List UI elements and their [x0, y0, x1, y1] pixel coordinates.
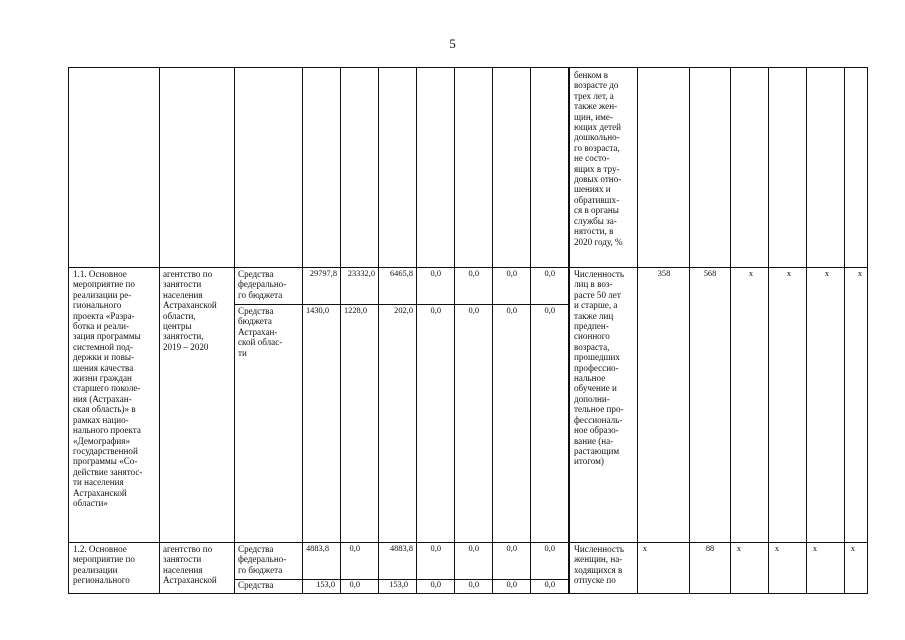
funding-value: 0,0	[544, 306, 555, 315]
funding-source: Средства федерально- го бюджета	[238, 544, 287, 575]
indicator-value: x	[812, 544, 818, 553]
funding-value: 0,0	[468, 306, 479, 315]
measure-name: 1.1. Основное мероприятие по реализации ре- гионального проекта «Разра- ботка и реали- зация программы системной под- держки и повы- шения качества жизни граждан старшего поколе- ния (Астрахан- ская область)» в рамках нацио- нального проекта «Демография» государственной программы «Со- действие занятос- ти населения Астраханской области»	[73, 269, 143, 508]
column-rule	[530, 68, 531, 594]
funding-value: 0,0	[506, 306, 517, 315]
executor-text: агентство по занятости населения Астраханской	[163, 544, 217, 586]
funding-value: 0,0	[506, 269, 517, 278]
funding-value: 0,0	[468, 269, 479, 278]
row-rule	[69, 267, 868, 268]
column-rule	[730, 68, 731, 594]
indicator-value: x	[642, 544, 648, 553]
column-rule	[302, 68, 303, 594]
measure-name: 1.2. Основное мероприятие по реализации регионального	[73, 544, 135, 586]
funding-value: 0,0	[430, 580, 441, 589]
column-rule	[454, 68, 455, 594]
funding-source: Средства	[238, 580, 274, 590]
column-rule	[806, 68, 807, 594]
column-rule	[844, 68, 845, 594]
column-rule	[159, 68, 160, 594]
target-indicator-text: бенком в возрасте до трех лет, а также жен- щин, име- ющих детей дошкольно- го возраста, не состо- ящих в тру- довых отно- шениях и обратившх- ся в органы службы за- нятости, в 2020 году, %	[574, 70, 623, 247]
funding-value: 0,0	[349, 580, 360, 589]
indicator-value: x	[850, 544, 856, 553]
funding-value: 0,0	[544, 269, 555, 278]
funding-value: 0,0	[430, 269, 441, 278]
funding-value: 153,0	[316, 580, 335, 589]
funding-value: 4883,8	[389, 544, 413, 553]
indicator-value: x	[786, 269, 792, 278]
funding-value: 0,0	[349, 544, 360, 553]
column-rule	[234, 68, 235, 594]
program-table	[68, 67, 868, 594]
column-rule	[340, 68, 341, 594]
funding-value: 0,0	[468, 580, 479, 589]
column-rule	[569, 68, 570, 594]
indicator-value: 568	[703, 269, 717, 278]
row-rule	[69, 542, 868, 543]
funding-value: 202,0	[394, 306, 413, 315]
indicator-value: 88	[705, 544, 715, 553]
funding-value: 0,0	[468, 544, 479, 553]
column-rule	[867, 68, 868, 594]
funding-value: 0,0	[430, 306, 441, 315]
column-rule	[768, 68, 769, 594]
funding-value: 0,0	[506, 580, 517, 589]
funding-value: 153,0	[389, 580, 408, 589]
page-number: 5	[449, 36, 456, 51]
row-rule	[69, 593, 868, 594]
funding-value: 0,0	[430, 544, 441, 553]
indicator-value: x	[748, 269, 754, 278]
column-rule	[492, 68, 493, 594]
funding-value: 1228,0	[343, 306, 367, 315]
executor-text: агентство по занятости населения Астраханской области, центры занятости, 2019 – 2020	[163, 269, 217, 352]
column-rule	[689, 68, 690, 594]
funding-value: 0,0	[506, 544, 517, 553]
indicator-value: x	[774, 544, 780, 553]
funding-value: 0,0	[544, 544, 555, 553]
indicator-value: x	[824, 269, 830, 278]
funding-value: 4883,8	[305, 544, 329, 553]
column-rule	[378, 68, 379, 594]
funding-source: Средства федерально- го бюджета	[238, 269, 287, 300]
column-rule	[637, 68, 638, 594]
indicator-value: x	[736, 544, 742, 553]
funding-source: Средства бюджета Астрахан- ской облас- ти	[238, 306, 283, 358]
indicator-value: x	[857, 269, 863, 278]
target-indicator-text: Численность лиц в воз- расте 50 лет и старше, а также лиц предпен- сионного возраста, прошедших профессио- нальное обучение и дополни- тельное про- фессиональ- ное образо- вание (на- растающим итогом)	[574, 269, 625, 467]
column-rule	[416, 68, 417, 594]
funding-value: 23332,0	[347, 269, 375, 278]
funding-value: 29797,8	[309, 269, 337, 278]
indicator-value: 358	[657, 269, 671, 278]
funding-value: 6465,8	[389, 269, 413, 278]
funding-value: 1430,0	[305, 306, 329, 315]
funding-value: 0,0	[544, 580, 555, 589]
row-rule	[234, 304, 569, 305]
target-indicator-text: Численность женщин, на- ходящихся в отпуске по	[574, 544, 625, 586]
